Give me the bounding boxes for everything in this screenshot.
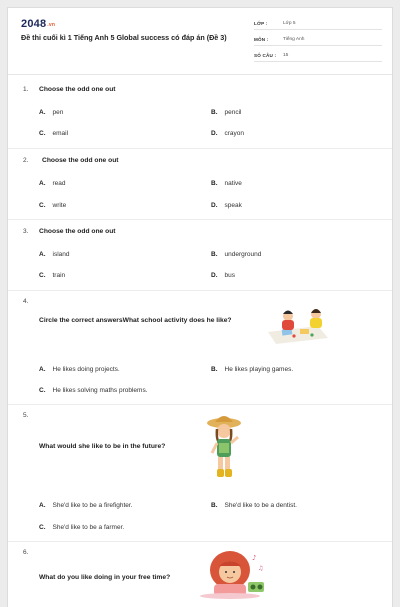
option-text: pencil	[224, 109, 242, 116]
option-b[interactable]	[211, 109, 241, 116]
meta-row-count	[254, 50, 382, 62]
meta-row-subject	[254, 34, 382, 46]
option-letter: D.	[211, 202, 218, 209]
question-divider	[8, 148, 393, 149]
option-letter: A.	[39, 180, 46, 187]
option-c[interactable]	[39, 387, 148, 394]
option-text: speak	[224, 202, 242, 209]
option-letter: C.	[39, 130, 46, 137]
question-text: Choose the odd one out	[42, 157, 119, 164]
option-text: She'd like to be a dentist.	[224, 502, 297, 509]
option-letter: D.	[211, 130, 218, 137]
question-divider	[8, 219, 393, 220]
option-c[interactable]	[39, 130, 68, 137]
option-text: read	[52, 180, 66, 187]
exam-meta	[254, 18, 382, 66]
meta-label: SỐ CÂU :	[254, 53, 277, 58]
option-text: bus	[224, 272, 235, 279]
option-text: underground	[224, 251, 262, 258]
option-letter: B.	[211, 502, 218, 509]
option-b[interactable]	[211, 180, 242, 187]
option-d[interactable]	[211, 272, 235, 279]
option-a[interactable]	[39, 180, 66, 187]
meta-row-class	[254, 18, 382, 30]
site-logo[interactable]	[21, 18, 55, 30]
option-text: pen	[52, 109, 64, 116]
exam-title: Đề thi cuối kì 1 Tiếng Anh 5 Global success có đáp án (Đề 3)	[21, 33, 227, 42]
option-d[interactable]	[211, 130, 244, 137]
meta-label: MÔN :	[254, 37, 269, 42]
option-text: island	[52, 251, 70, 258]
option-text: crayon	[224, 130, 245, 137]
question-text: Choose the odd one out	[39, 228, 116, 235]
option-c[interactable]	[39, 524, 124, 531]
option-letter: C.	[39, 524, 46, 531]
option-c[interactable]	[39, 272, 65, 279]
logo-main-text: 2048	[21, 18, 47, 30]
question-divider	[8, 290, 393, 291]
question-text: Circle the correct answersWhat school activity does he like?	[39, 317, 232, 324]
question-number: 6.	[23, 549, 29, 556]
option-letter: B.	[211, 366, 218, 373]
option-d[interactable]	[211, 202, 242, 209]
option-text: He likes solving maths problems.	[52, 387, 148, 394]
exam-page	[7, 7, 393, 607]
option-text: He likes doing projects.	[52, 366, 120, 373]
option-letter: A.	[39, 109, 46, 116]
kids-project-illustration	[266, 302, 330, 344]
option-a[interactable]	[39, 109, 63, 116]
option-b[interactable]	[211, 251, 261, 258]
farmer-girl-illustration	[204, 413, 248, 485]
svg-text:♪: ♪	[252, 554, 257, 562]
question-number: 2.	[23, 157, 29, 164]
option-text: She'd like to be a firefighter.	[52, 502, 133, 509]
option-text: native	[224, 180, 242, 187]
option-letter: B.	[211, 251, 218, 258]
logo-domain-text: .vn	[47, 22, 56, 28]
svg-text:♫: ♫	[258, 565, 264, 572]
option-letter: C.	[39, 387, 46, 394]
question-text: What do you like doing in your free time?	[39, 574, 171, 581]
question-divider	[8, 404, 393, 405]
option-text: write	[52, 202, 67, 209]
option-letter: B.	[211, 109, 218, 116]
option-letter: D.	[211, 272, 218, 279]
girl-listening-music-illustration	[200, 546, 268, 600]
option-letter: C.	[39, 272, 46, 279]
question-text: Choose the odd one out	[39, 86, 116, 93]
option-c[interactable]	[39, 202, 66, 209]
meta-value: Tiếng Anh	[283, 37, 305, 42]
question-number: 4.	[23, 298, 29, 305]
option-letter: C.	[39, 202, 46, 209]
option-letter: A.	[39, 366, 46, 373]
option-b[interactable]	[211, 502, 297, 509]
option-text: train	[52, 272, 66, 279]
meta-label: LỚP :	[254, 21, 268, 26]
question-number: 1.	[23, 86, 29, 93]
meta-value: 15	[283, 53, 289, 58]
option-text: He likes playing games.	[224, 366, 294, 373]
option-a[interactable]	[39, 251, 69, 258]
option-b[interactable]	[211, 366, 293, 373]
meta-value: Lớp 5	[283, 21, 296, 26]
option-text: email	[52, 130, 69, 137]
option-a[interactable]	[39, 502, 133, 509]
header-divider	[8, 74, 393, 75]
option-letter: A.	[39, 502, 46, 509]
question-number: 3.	[23, 228, 29, 235]
question-number: 5.	[23, 412, 29, 419]
option-letter: B.	[211, 180, 218, 187]
option-a[interactable]	[39, 366, 120, 373]
question-text: What would she like to be in the future?	[39, 443, 166, 450]
option-letter: A.	[39, 251, 46, 258]
option-text: She'd like to be a farmer.	[52, 524, 125, 531]
question-divider	[8, 541, 393, 542]
exam-header	[8, 8, 392, 70]
